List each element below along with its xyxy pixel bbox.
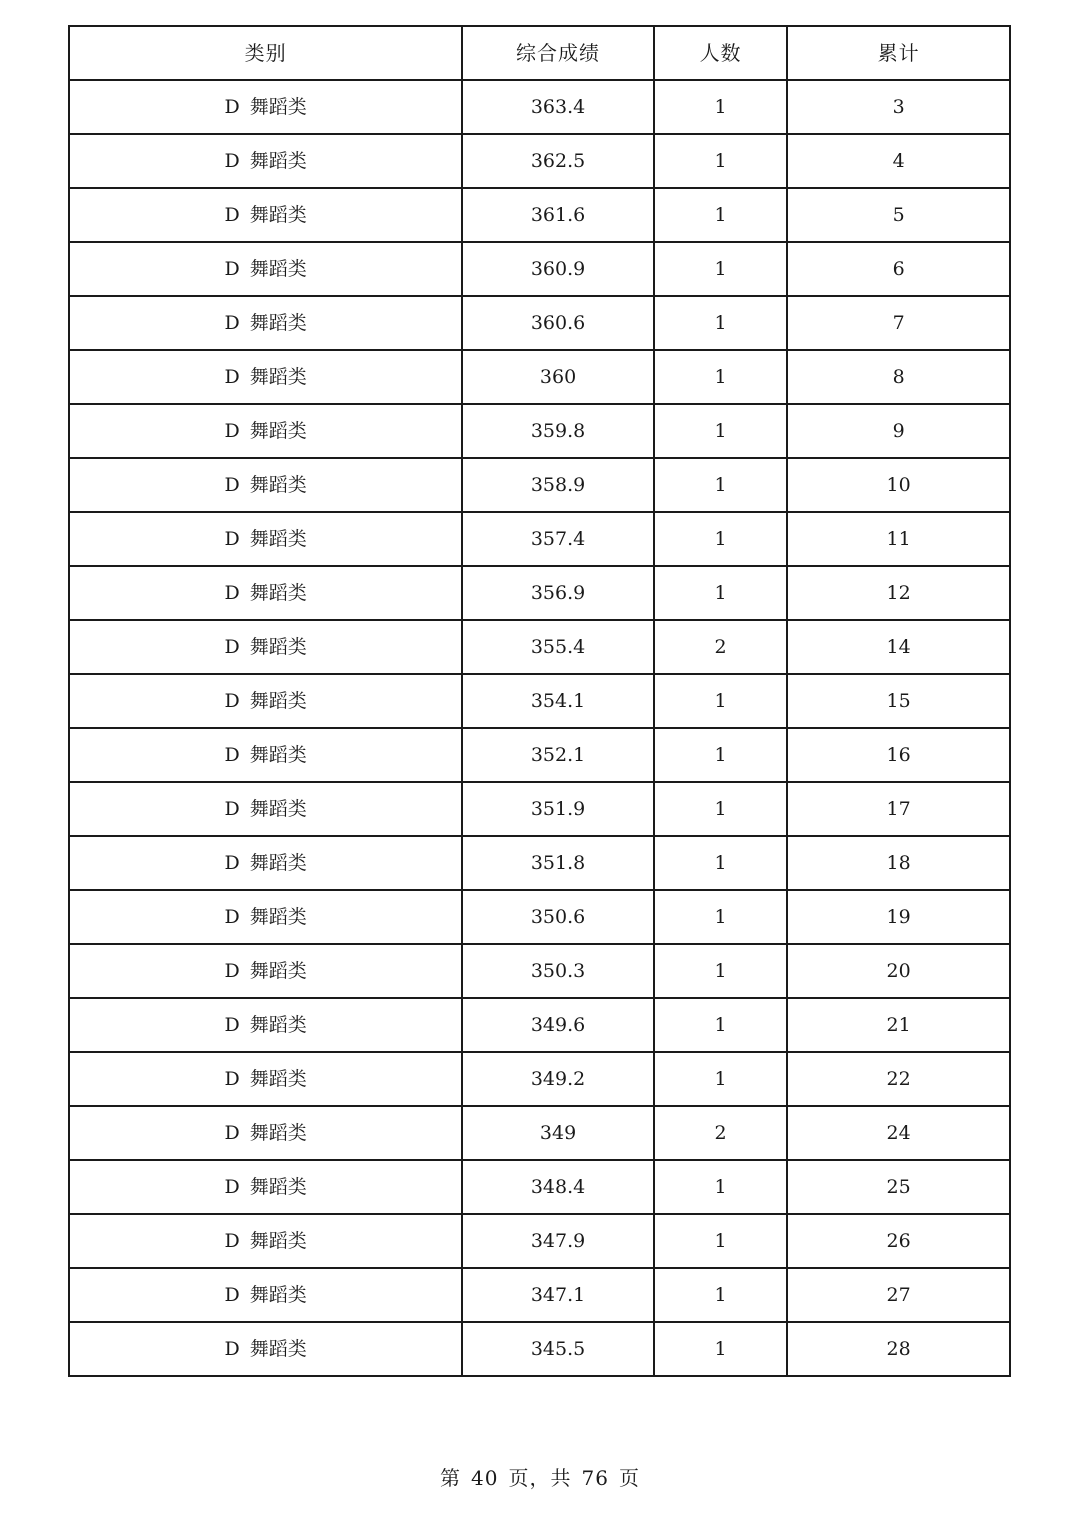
cell-score: 359.8 xyxy=(462,404,654,458)
table-row xyxy=(69,836,1010,890)
cell-cumulative: 12 xyxy=(787,566,1010,620)
cell-cumulative: 9 xyxy=(787,404,1010,458)
page-footer xyxy=(0,1462,1080,1491)
category-name: 舞蹈类 xyxy=(249,419,307,442)
cell-count: 2 xyxy=(654,620,787,674)
cell-cumulative: 27 xyxy=(787,1268,1010,1322)
cell-category xyxy=(69,782,462,836)
cell-score: 347.1 xyxy=(462,1268,654,1322)
cell-category xyxy=(69,566,462,620)
cell-score: 345.5 xyxy=(462,1322,654,1376)
table-row xyxy=(69,1106,1010,1160)
cell-count: 1 xyxy=(654,1214,787,1268)
cell-score: 349.6 xyxy=(462,998,654,1052)
cell-category xyxy=(69,1106,462,1160)
category-code: D xyxy=(224,743,240,766)
cell-count: 1 xyxy=(654,1268,787,1322)
category-name: 舞蹈类 xyxy=(249,851,307,874)
cell-score: 363.4 xyxy=(462,80,654,134)
cell-count: 1 xyxy=(654,890,787,944)
cell-cumulative: 3 xyxy=(787,80,1010,134)
cell-count: 1 xyxy=(654,944,787,998)
cell-cumulative: 20 xyxy=(787,944,1010,998)
cell-score: 348.4 xyxy=(462,1160,654,1214)
cell-count: 1 xyxy=(654,350,787,404)
cell-score: 355.4 xyxy=(462,620,654,674)
table-row xyxy=(69,566,1010,620)
cell-cumulative: 6 xyxy=(787,242,1010,296)
table-row xyxy=(69,1268,1010,1322)
table-row xyxy=(69,1052,1010,1106)
cell-category xyxy=(69,242,462,296)
cell-count: 1 xyxy=(654,512,787,566)
footer-total-pages: 76 xyxy=(581,1466,609,1490)
cell-cumulative: 28 xyxy=(787,1322,1010,1376)
cell-category xyxy=(69,404,462,458)
category-code: D xyxy=(224,959,240,982)
cell-category xyxy=(69,458,462,512)
cell-score: 349.2 xyxy=(462,1052,654,1106)
category-name: 舞蹈类 xyxy=(249,149,307,172)
footer-middle: 页，共 xyxy=(508,1466,572,1490)
cell-count: 1 xyxy=(654,566,787,620)
table-row xyxy=(69,944,1010,998)
category-code: D xyxy=(224,851,240,874)
cell-score: 354.1 xyxy=(462,674,654,728)
cell-category xyxy=(69,1322,462,1376)
cell-cumulative: 5 xyxy=(787,188,1010,242)
category-name: 舞蹈类 xyxy=(249,797,307,820)
footer-prefix: 第 xyxy=(440,1466,462,1490)
table-row xyxy=(69,782,1010,836)
cell-score: 361.6 xyxy=(462,188,654,242)
header-cumulative: 累计 xyxy=(787,26,1010,80)
category-code: D xyxy=(224,905,240,928)
cell-category xyxy=(69,674,462,728)
table-row xyxy=(69,620,1010,674)
cell-score: 351.9 xyxy=(462,782,654,836)
cell-score: 350.6 xyxy=(462,890,654,944)
cell-count: 1 xyxy=(654,404,787,458)
category-name: 舞蹈类 xyxy=(249,1175,307,1198)
cell-category xyxy=(69,890,462,944)
cell-cumulative: 21 xyxy=(787,998,1010,1052)
cell-category xyxy=(69,1052,462,1106)
cell-count: 1 xyxy=(654,1160,787,1214)
category-code: D xyxy=(224,797,240,820)
category-code: D xyxy=(224,1067,240,1090)
cell-count: 1 xyxy=(654,998,787,1052)
category-name: 舞蹈类 xyxy=(249,689,307,712)
category-code: D xyxy=(224,635,240,658)
cell-count: 1 xyxy=(654,1052,787,1106)
footer-page-number: 40 xyxy=(471,1466,499,1490)
table-row xyxy=(69,404,1010,458)
header-score: 综合成绩 xyxy=(462,26,654,80)
table-row xyxy=(69,998,1010,1052)
table-row xyxy=(69,728,1010,782)
cell-category xyxy=(69,188,462,242)
cell-count: 1 xyxy=(654,296,787,350)
category-name: 舞蹈类 xyxy=(249,1229,307,1252)
category-name: 舞蹈类 xyxy=(249,311,307,334)
cell-cumulative: 25 xyxy=(787,1160,1010,1214)
cell-score: 356.9 xyxy=(462,566,654,620)
cell-cumulative: 26 xyxy=(787,1214,1010,1268)
cell-cumulative: 8 xyxy=(787,350,1010,404)
cell-count: 1 xyxy=(654,134,787,188)
table-row xyxy=(69,350,1010,404)
category-code: D xyxy=(224,365,240,388)
cell-count: 1 xyxy=(654,242,787,296)
header-category: 类别 xyxy=(69,26,462,80)
cell-score: 351.8 xyxy=(462,836,654,890)
category-code: D xyxy=(224,527,240,550)
cell-category xyxy=(69,620,462,674)
cell-cumulative: 4 xyxy=(787,134,1010,188)
category-name: 舞蹈类 xyxy=(249,527,307,550)
cell-count: 1 xyxy=(654,728,787,782)
table-row xyxy=(69,674,1010,728)
table-row xyxy=(69,458,1010,512)
table-row xyxy=(69,134,1010,188)
cell-count: 2 xyxy=(654,1106,787,1160)
category-code: D xyxy=(224,1013,240,1036)
category-name: 舞蹈类 xyxy=(249,1067,307,1090)
category-name: 舞蹈类 xyxy=(249,365,307,388)
cell-score: 352.1 xyxy=(462,728,654,782)
cell-cumulative: 16 xyxy=(787,728,1010,782)
category-name: 舞蹈类 xyxy=(249,473,307,496)
cell-category xyxy=(69,728,462,782)
cell-count: 1 xyxy=(654,782,787,836)
category-code: D xyxy=(224,311,240,334)
cell-score: 347.9 xyxy=(462,1214,654,1268)
category-code: D xyxy=(224,1175,240,1198)
cell-cumulative: 24 xyxy=(787,1106,1010,1160)
score-table xyxy=(68,25,1011,1377)
cell-category xyxy=(69,350,462,404)
table-row xyxy=(69,188,1010,242)
category-name: 舞蹈类 xyxy=(249,1121,307,1144)
cell-category xyxy=(69,944,462,998)
category-name: 舞蹈类 xyxy=(249,95,307,118)
category-name: 舞蹈类 xyxy=(249,635,307,658)
table-row xyxy=(69,1160,1010,1214)
cell-category xyxy=(69,998,462,1052)
category-name: 舞蹈类 xyxy=(249,743,307,766)
cell-category xyxy=(69,80,462,134)
cell-cumulative: 22 xyxy=(787,1052,1010,1106)
cell-score: 360.6 xyxy=(462,296,654,350)
table-row xyxy=(69,80,1010,134)
category-code: D xyxy=(224,149,240,172)
cell-cumulative: 15 xyxy=(787,674,1010,728)
table-header xyxy=(69,26,1010,80)
table-row xyxy=(69,1214,1010,1268)
category-name: 舞蹈类 xyxy=(249,959,307,982)
cell-cumulative: 11 xyxy=(787,512,1010,566)
cell-count: 1 xyxy=(654,80,787,134)
cell-score: 358.9 xyxy=(462,458,654,512)
table-row xyxy=(69,1322,1010,1376)
category-code: D xyxy=(224,581,240,604)
cell-cumulative: 10 xyxy=(787,458,1010,512)
cell-category xyxy=(69,1160,462,1214)
category-code: D xyxy=(224,257,240,280)
category-code: D xyxy=(224,1337,240,1360)
cell-score: 357.4 xyxy=(462,512,654,566)
cell-cumulative: 17 xyxy=(787,782,1010,836)
table-row xyxy=(69,296,1010,350)
category-code: D xyxy=(224,1121,240,1144)
category-name: 舞蹈类 xyxy=(249,203,307,226)
footer-suffix: 页 xyxy=(618,1466,640,1490)
category-name: 舞蹈类 xyxy=(249,1013,307,1036)
category-name: 舞蹈类 xyxy=(249,1337,307,1360)
cell-category xyxy=(69,134,462,188)
header-count: 人数 xyxy=(654,26,787,80)
category-code: D xyxy=(224,1229,240,1252)
cell-cumulative: 14 xyxy=(787,620,1010,674)
cell-count: 1 xyxy=(654,836,787,890)
cell-score: 349 xyxy=(462,1106,654,1160)
cell-cumulative: 7 xyxy=(787,296,1010,350)
cell-category xyxy=(69,512,462,566)
table-row xyxy=(69,512,1010,566)
cell-score: 350.3 xyxy=(462,944,654,998)
category-code: D xyxy=(224,95,240,118)
category-code: D xyxy=(224,689,240,712)
cell-count: 1 xyxy=(654,188,787,242)
cell-cumulative: 18 xyxy=(787,836,1010,890)
category-name: 舞蹈类 xyxy=(249,905,307,928)
table-body xyxy=(69,80,1010,1376)
cell-category xyxy=(69,1214,462,1268)
category-code: D xyxy=(224,1283,240,1306)
cell-score: 360.9 xyxy=(462,242,654,296)
cell-count: 1 xyxy=(654,1322,787,1376)
category-name: 舞蹈类 xyxy=(249,1283,307,1306)
category-name: 舞蹈类 xyxy=(249,581,307,604)
cell-score: 360 xyxy=(462,350,654,404)
table-row xyxy=(69,890,1010,944)
header-row xyxy=(69,26,1010,80)
cell-category xyxy=(69,836,462,890)
category-name: 舞蹈类 xyxy=(249,257,307,280)
category-code: D xyxy=(224,203,240,226)
cell-category xyxy=(69,296,462,350)
table-row xyxy=(69,242,1010,296)
category-code: D xyxy=(224,419,240,442)
cell-count: 1 xyxy=(654,674,787,728)
cell-count: 1 xyxy=(654,458,787,512)
cell-score: 362.5 xyxy=(462,134,654,188)
category-code: D xyxy=(224,473,240,496)
cell-cumulative: 19 xyxy=(787,890,1010,944)
cell-category xyxy=(69,1268,462,1322)
